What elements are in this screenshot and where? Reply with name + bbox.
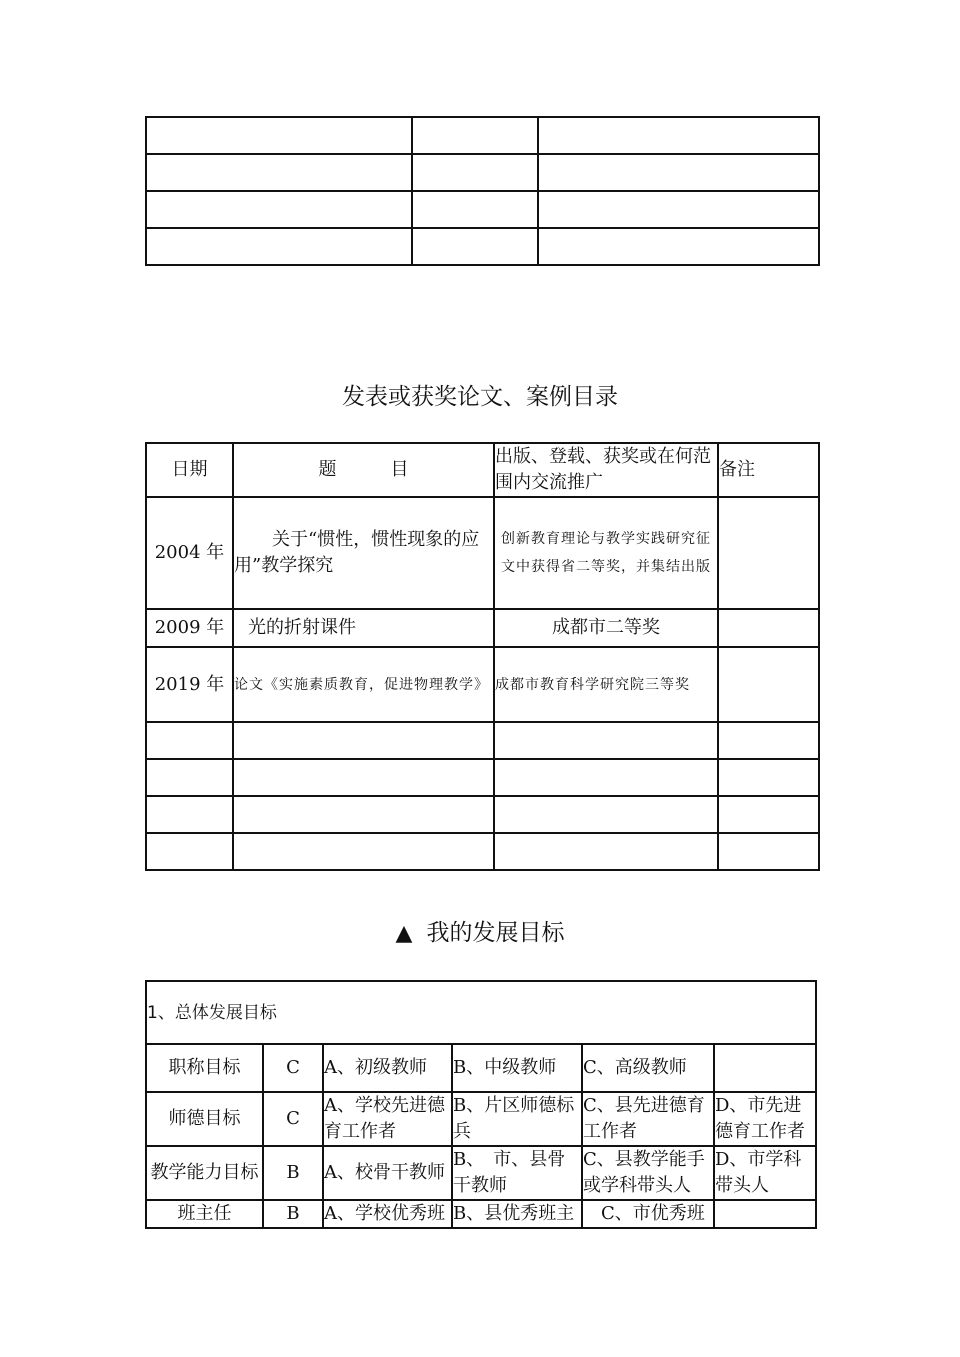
- goal-option: A、校骨干教师: [323, 1146, 452, 1200]
- date-cell: 2009 年: [146, 609, 233, 647]
- table-row: [146, 154, 819, 191]
- goals-table: [145, 980, 817, 1229]
- table-cell: [538, 191, 819, 228]
- goal-option: B、片区师德标兵: [452, 1092, 582, 1146]
- goal-option: B、中级教师: [452, 1044, 582, 1092]
- goal-option: A、学校优秀班: [323, 1200, 452, 1228]
- goal-option: A、学校先进德育工作者: [323, 1092, 452, 1146]
- goal-label: 师德目标: [146, 1092, 263, 1146]
- table-cell: [146, 228, 412, 265]
- goal-option: A、初级教师: [323, 1044, 452, 1092]
- goals-title: [0, 914, 960, 947]
- award-cell: 创新教育理论与教学实践研究征文中获得省二等奖，并集结出版: [494, 497, 718, 609]
- papers-table: [145, 442, 820, 871]
- date-cell: 2004 年: [146, 497, 233, 609]
- table-cell: [412, 117, 538, 154]
- table-cell: [412, 154, 538, 191]
- table-row: [146, 497, 819, 609]
- section-heading: 1、总体发展目标: [146, 981, 816, 1044]
- empty-row: [146, 796, 819, 833]
- table-cell: [538, 154, 819, 191]
- table-row: [146, 191, 819, 228]
- award-cell: 成都市二等奖: [494, 609, 718, 647]
- table-cell: [538, 228, 819, 265]
- goal-option: C、县教学能手或学科带头人: [582, 1146, 714, 1200]
- empty-row: [146, 759, 819, 796]
- goal-option: D、市学科带头人: [714, 1146, 816, 1200]
- goal-row: [146, 1146, 816, 1200]
- date-cell: 2019 年: [146, 647, 233, 722]
- triangle-up-icon: ▲: [395, 921, 413, 946]
- table-cell: [146, 191, 412, 228]
- goal-row: [146, 1044, 816, 1092]
- goal-option: B、县优秀班主: [452, 1200, 582, 1228]
- table-cell: [412, 191, 538, 228]
- section-row: [146, 981, 816, 1044]
- goal-option: C、县先进德育工作者: [582, 1092, 714, 1146]
- table-row: [146, 117, 819, 154]
- goal-row: [146, 1200, 816, 1228]
- papers-title: 发表或获奖论文、案例目录: [342, 384, 618, 410]
- goal-row: [146, 1092, 816, 1146]
- table-row: [146, 609, 819, 647]
- goal-label: 职称目标: [146, 1044, 263, 1092]
- goal-option: C、高级教师: [582, 1044, 714, 1092]
- table-row: [146, 228, 819, 265]
- goal-choice: C: [263, 1092, 323, 1146]
- goal-option: [714, 1044, 816, 1092]
- table-cell: [146, 117, 412, 154]
- empty-row: [146, 722, 819, 759]
- goal-label: 班主任: [146, 1200, 263, 1228]
- title-cell: 论文《实施素质教育，促进物理教学》: [233, 647, 494, 722]
- award-cell: 成都市教育科学研究院三等奖: [494, 647, 718, 722]
- header-award: 出版、登载、获奖或在何范围内交流推广: [494, 443, 718, 497]
- goal-choice: C: [263, 1044, 323, 1092]
- title-cell: 光的折射课件: [233, 609, 494, 647]
- note-cell: [718, 647, 819, 722]
- note-cell: [718, 497, 819, 609]
- goal-option: C、市优秀班: [582, 1200, 714, 1228]
- goal-option: D、市先进德育工作者: [714, 1092, 816, 1146]
- goal-choice: B: [263, 1146, 323, 1200]
- blank-table: [145, 116, 820, 266]
- header-title: 题 目: [233, 443, 494, 497]
- title-cell: 关于“惯性，惯性现象的应用”教学探究: [233, 497, 494, 609]
- table-cell: [412, 228, 538, 265]
- header-row: [146, 443, 819, 497]
- goal-choice: B: [263, 1200, 323, 1228]
- table-row: [146, 647, 819, 722]
- header-date: 日期: [146, 443, 233, 497]
- goal-option: [714, 1200, 816, 1228]
- table-cell: [538, 117, 819, 154]
- header-note: 备注: [718, 443, 819, 497]
- note-cell: [718, 609, 819, 647]
- goal-label: 教学能力目标: [146, 1146, 263, 1200]
- goal-option: B、 市、县骨干教师: [452, 1146, 582, 1200]
- table-cell: [146, 154, 412, 191]
- empty-row: [146, 833, 819, 870]
- goals-title-text: 我的发展目标: [426, 920, 565, 946]
